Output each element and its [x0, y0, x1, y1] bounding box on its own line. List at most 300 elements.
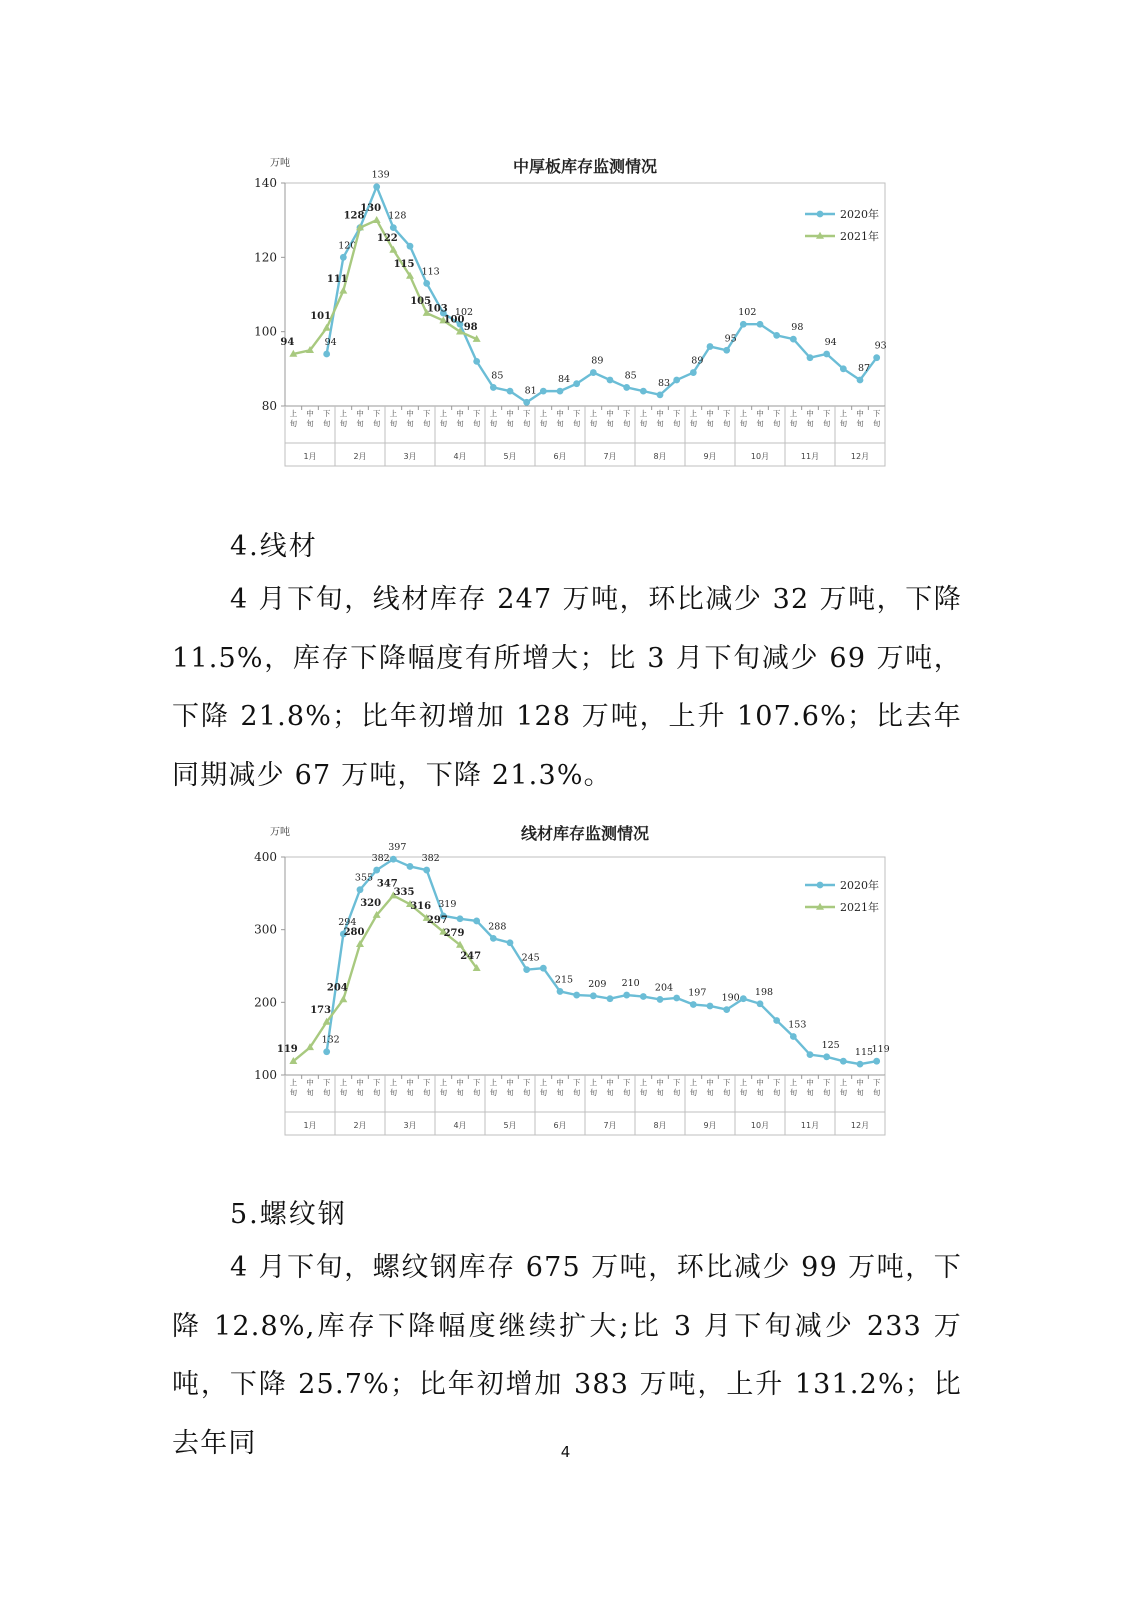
x-tick-label-part: 旬 — [522, 419, 531, 428]
x-tick-label-part: 旬 — [872, 1088, 881, 1097]
x-tick-label-part: 旬 — [756, 419, 764, 428]
x-tick-label — [640, 1077, 648, 1097]
x-tick-label — [373, 1078, 381, 1097]
x-month-label: 1月 — [303, 452, 317, 461]
x-tick-label-part: 旬 — [622, 419, 631, 428]
y-tick-label: 120 — [254, 250, 277, 265]
data-point-2020 — [640, 388, 647, 395]
legend-label: 2021年 — [840, 901, 879, 914]
data-label-2020: 153 — [788, 1019, 807, 1031]
x-tick-label-part: 上 — [639, 1078, 648, 1087]
x-tick-label-part: 上 — [639, 409, 648, 418]
x-tick-label — [356, 408, 364, 428]
data-point-2020 — [423, 867, 430, 874]
data-label-2020: 215 — [554, 974, 574, 986]
x-tick-label — [690, 408, 698, 428]
x-tick-label — [323, 409, 331, 428]
x-tick-label-part: 中 — [856, 1078, 864, 1087]
legend-label: 2020年 — [840, 208, 879, 221]
data-point-2020 — [390, 856, 397, 863]
data-label-2020: 382 — [421, 853, 440, 865]
x-tick-label — [706, 1077, 714, 1097]
x-tick-label-part: 旬 — [589, 419, 598, 428]
x-tick-label-part: 下 — [672, 409, 681, 418]
x-tick-label-part: 中 — [356, 409, 364, 418]
data-label-2021: 119 — [276, 1044, 298, 1056]
data-point-2020 — [773, 332, 780, 339]
x-tick-label — [490, 1077, 498, 1097]
data-point-2020 — [573, 380, 580, 387]
x-tick-label-part: 下 — [872, 1078, 881, 1087]
data-point-2020 — [657, 996, 664, 1003]
x-tick-label-part: 旬 — [856, 1088, 864, 1097]
x-tick-label-part: 上 — [389, 409, 398, 418]
x-tick-label-part: 下 — [422, 409, 431, 418]
x-tick-label-part: 旬 — [506, 419, 514, 428]
plate-inventory-chart-svg — [255, 150, 895, 470]
x-tick-label-part: 旬 — [306, 1088, 314, 1097]
data-label-2020: 119 — [871, 1044, 890, 1056]
x-tick-label-part: 旬 — [739, 1088, 748, 1097]
x-tick-label-part: 旬 — [406, 419, 414, 428]
data-label-2021: 128 — [343, 210, 365, 222]
x-month-label: 2月 — [353, 452, 367, 461]
data-point-2020 — [390, 224, 397, 231]
data-point-2020 — [607, 995, 614, 1002]
x-tick-label-part: 上 — [389, 1078, 398, 1087]
x-tick-label-part: 上 — [439, 1078, 448, 1087]
x-tick-label-part: 下 — [572, 409, 581, 418]
x-tick-label-part: 中 — [456, 409, 464, 418]
x-tick-label — [773, 1078, 781, 1097]
x-tick-label-part: 旬 — [339, 1088, 348, 1097]
x-tick-label-part: 旬 — [472, 1088, 481, 1097]
x-tick-label-part: 旬 — [772, 1088, 781, 1097]
x-tick-label — [640, 408, 648, 428]
x-tick-label-part: 下 — [772, 1078, 781, 1087]
data-label-2020: 382 — [371, 853, 390, 865]
x-tick-label-part: 中 — [806, 1078, 814, 1087]
data-label-2021: 98 — [463, 322, 478, 334]
data-label-2020: 288 — [488, 921, 507, 933]
x-month-label: 6月 — [553, 1121, 567, 1130]
x-tick-label-part: 旬 — [656, 1088, 664, 1097]
section-title-wire-rod: 4.线材 — [230, 531, 318, 562]
data-point-2020 — [707, 343, 714, 350]
data-point-2020 — [590, 992, 597, 999]
x-tick-label-part: 旬 — [689, 419, 698, 428]
x-tick-label — [740, 408, 748, 428]
x-tick-label-part: 旬 — [672, 419, 681, 428]
data-label-2020: 94 — [824, 336, 837, 348]
x-tick-label-part: 旬 — [389, 1088, 398, 1097]
x-month-label: 6月 — [553, 452, 567, 461]
y-tick-label: 400 — [254, 850, 277, 864]
data-label-2020: 128 — [388, 210, 407, 222]
x-tick-label-part: 下 — [422, 1078, 431, 1087]
x-tick-label — [723, 409, 731, 428]
x-tick-label-part: 下 — [372, 1078, 381, 1087]
x-tick-label-part: 下 — [672, 1078, 681, 1087]
data-label-2021: 105 — [410, 296, 432, 308]
x-tick-label — [290, 408, 298, 428]
x-tick-label-part: 旬 — [772, 419, 781, 428]
data-label-2020: 102 — [738, 307, 757, 319]
x-tick-label-part: 旬 — [706, 1088, 714, 1097]
data-point-2020 — [507, 388, 514, 395]
x-tick-label — [473, 1078, 481, 1097]
data-point-2020 — [473, 918, 480, 925]
y-unit-label: 万吨 — [270, 158, 290, 169]
x-tick-label-part: 下 — [822, 409, 831, 418]
x-tick-label-part: 旬 — [789, 1088, 798, 1097]
x-tick-label-part: 旬 — [806, 419, 814, 428]
x-tick-label-part: 旬 — [622, 1088, 631, 1097]
data-label-2020: 132 — [321, 1034, 340, 1046]
x-month-label: 8月 — [653, 452, 667, 461]
x-tick-label-part: 旬 — [572, 1088, 581, 1097]
data-point-2020 — [407, 243, 414, 250]
chart-title: 线材库存监测情况 — [520, 824, 650, 843]
data-label-2021: 320 — [360, 898, 382, 910]
x-tick-label — [390, 408, 398, 428]
x-tick-label-part: 旬 — [472, 419, 481, 428]
data-point-2020 — [723, 347, 730, 354]
x-tick-label-part: 旬 — [456, 1088, 464, 1097]
x-tick-label-part: 旬 — [339, 419, 348, 428]
data-label-2020: 84 — [557, 374, 571, 386]
data-point-2020 — [690, 369, 697, 376]
x-tick-label-part: 下 — [322, 1078, 331, 1087]
x-month-label: 10月 — [750, 1121, 770, 1130]
y-tick-label: 100 — [254, 324, 277, 339]
y-tick-label: 140 — [254, 176, 277, 190]
x-tick-label — [806, 1077, 814, 1097]
x-tick-label-part: 中 — [756, 1078, 764, 1087]
x-tick-label-part: 旬 — [372, 1088, 381, 1097]
x-tick-label-part: 上 — [489, 409, 498, 418]
x-tick-label-part: 上 — [539, 1078, 548, 1087]
x-tick-label-part: 旬 — [289, 1088, 298, 1097]
x-tick-label-part: 中 — [356, 1078, 364, 1087]
data-label-2020: 89 — [591, 355, 604, 367]
data-label-2021: 279 — [443, 927, 465, 939]
x-tick-label-part: 上 — [339, 1078, 348, 1087]
x-tick-label-part: 旬 — [739, 419, 748, 428]
x-tick-label — [290, 1077, 298, 1097]
x-tick-label — [406, 408, 414, 428]
x-tick-label-part: 旬 — [556, 419, 564, 428]
x-tick-label-part: 旬 — [656, 419, 664, 428]
x-tick-label-part: 中 — [706, 1078, 714, 1087]
x-tick-label-part: 旬 — [322, 1088, 331, 1097]
data-label-2020: 319 — [438, 898, 457, 910]
x-month-label: 5月 — [503, 1121, 517, 1130]
x-tick-label — [873, 1078, 881, 1097]
x-tick-label — [373, 409, 381, 428]
x-tick-label-part: 旬 — [822, 1088, 831, 1097]
data-label-2021: 94 — [280, 336, 295, 348]
legend-marker — [817, 882, 824, 889]
data-point-2020 — [373, 867, 380, 874]
data-label-2020: 190 — [721, 992, 740, 1004]
x-tick-label-part: 中 — [606, 1078, 614, 1087]
data-label-2020: 102 — [454, 307, 474, 319]
data-label-2021: 297 — [426, 914, 448, 926]
x-tick-label — [723, 1078, 731, 1097]
data-point-2020 — [673, 995, 680, 1002]
data-point-2021 — [323, 324, 331, 331]
data-point-2021 — [339, 995, 347, 1002]
data-label-2020: 204 — [654, 982, 674, 994]
data-point-2020 — [707, 1003, 714, 1010]
page-number: 4 — [560, 1443, 571, 1461]
y-tick-label: 200 — [254, 995, 277, 1010]
data-point-2020 — [840, 1058, 847, 1065]
x-tick-label-part: 下 — [322, 409, 331, 418]
x-tick-label-part: 中 — [506, 1078, 514, 1087]
x-tick-label-part: 旬 — [322, 419, 331, 428]
data-point-2020 — [490, 935, 497, 942]
data-point-2020 — [757, 321, 764, 328]
y-unit-label: 万吨 — [270, 827, 290, 838]
x-tick-label-part: 上 — [739, 409, 748, 418]
data-point-2020 — [573, 992, 580, 999]
x-tick-label-part: 中 — [556, 409, 564, 418]
data-point-2020 — [473, 358, 480, 365]
x-tick-label — [540, 1077, 548, 1097]
data-point-2020 — [623, 384, 630, 391]
x-month-label: 9月 — [703, 1121, 717, 1130]
x-tick-label-part: 中 — [506, 409, 514, 418]
data-label-2020: 209 — [588, 978, 607, 990]
x-tick-label-part: 旬 — [722, 419, 731, 428]
data-point-2020 — [857, 1061, 864, 1068]
x-tick-label-part: 中 — [306, 409, 314, 418]
data-point-2020 — [507, 939, 514, 946]
data-label-2020: 245 — [521, 952, 540, 964]
data-label-2020: 139 — [371, 169, 390, 181]
data-label-2020: 397 — [388, 842, 407, 854]
x-tick-label — [340, 1077, 348, 1097]
x-month-label: 10月 — [750, 452, 770, 461]
data-label-2020: 98 — [791, 322, 804, 334]
data-point-2020 — [857, 377, 864, 384]
x-tick-label-part: 旬 — [456, 419, 464, 428]
x-tick-label — [790, 1077, 798, 1097]
legend-label: 2020年 — [840, 879, 879, 892]
x-tick-label-part: 旬 — [356, 1088, 364, 1097]
data-point-2020 — [690, 1001, 697, 1008]
x-tick-label — [790, 408, 798, 428]
data-label-2020: 83 — [657, 377, 671, 389]
x-tick-label — [840, 408, 848, 428]
x-tick-label-part: 上 — [489, 1078, 498, 1087]
data-label-2020: 113 — [421, 266, 440, 278]
data-label-2021: 280 — [343, 927, 365, 939]
data-label-2020: 95 — [724, 333, 737, 345]
data-point-2020 — [357, 886, 364, 893]
x-tick-label-part: 旬 — [406, 1088, 414, 1097]
data-point-2020 — [540, 965, 547, 972]
x-tick-label-part: 中 — [856, 409, 864, 418]
x-tick-label-part: 旬 — [689, 1088, 698, 1097]
chart-title: 中厚板库存监测情况 — [512, 157, 658, 176]
data-point-2020 — [407, 863, 414, 870]
x-tick-label-part: 旬 — [572, 419, 581, 428]
data-label-2020: 210 — [621, 978, 640, 990]
x-tick-label — [773, 409, 781, 428]
data-point-2020 — [423, 280, 430, 287]
x-tick-label-part: 上 — [739, 1078, 748, 1087]
data-point-2020 — [873, 1058, 880, 1065]
data-label-2020: 197 — [688, 987, 707, 999]
data-label-2020: 87 — [857, 362, 871, 374]
data-point-2020 — [373, 183, 380, 190]
series-line-2020 — [324, 187, 877, 403]
x-tick-label — [673, 1078, 681, 1097]
x-tick-label-part: 旬 — [839, 419, 848, 428]
x-month-label: 11月 — [800, 1121, 820, 1130]
x-tick-label — [573, 1078, 581, 1097]
x-tick-label-part: 旬 — [706, 419, 714, 428]
x-tick-label-part: 旬 — [556, 1088, 564, 1097]
data-label-2020: 81 — [524, 385, 537, 397]
x-tick-label-part: 旬 — [422, 1088, 431, 1097]
data-point-2020 — [840, 365, 847, 372]
data-point-2020 — [773, 1017, 780, 1024]
x-tick-label — [656, 408, 664, 428]
x-tick-label-part: 旬 — [589, 1088, 598, 1097]
x-tick-label-part: 旬 — [606, 419, 614, 428]
x-tick-label-part: 中 — [406, 409, 414, 418]
data-label-2021: 347 — [376, 878, 398, 890]
x-tick-label — [456, 408, 464, 428]
data-label-2020: 89 — [691, 355, 704, 367]
x-month-label: 3月 — [403, 1121, 417, 1130]
data-label-2021: 247 — [460, 951, 482, 963]
x-tick-label-part: 旬 — [439, 1088, 448, 1097]
data-point-2020 — [340, 254, 347, 261]
data-point-2020 — [640, 993, 647, 1000]
x-tick-label-part: 中 — [756, 409, 764, 418]
x-tick-label-part: 上 — [839, 1078, 848, 1087]
data-point-2020 — [740, 321, 747, 328]
x-tick-label-part: 上 — [339, 409, 348, 418]
x-tick-label — [856, 408, 864, 428]
x-tick-label-part: 旬 — [422, 419, 431, 428]
x-tick-label — [623, 1078, 631, 1097]
x-month-label: 7月 — [603, 1121, 617, 1130]
x-month-label: 7月 — [603, 452, 617, 461]
section-title-rebar: 5.螺纹钢 — [230, 1199, 347, 1230]
y-tick-label: 300 — [254, 922, 277, 937]
data-point-2021 — [339, 287, 347, 294]
data-label-2020: 294 — [338, 917, 357, 929]
x-tick-label — [623, 409, 631, 428]
x-tick-label-part: 旬 — [822, 419, 831, 428]
x-tick-label-part: 中 — [306, 1078, 314, 1087]
data-label-2020: 115 — [854, 1047, 874, 1059]
data-point-2020 — [323, 351, 330, 358]
x-tick-label-part: 上 — [689, 409, 698, 418]
x-tick-label-part: 中 — [656, 409, 664, 418]
x-tick-label — [740, 1077, 748, 1097]
data-label-2021: 115 — [393, 258, 415, 270]
x-tick-label-part: 旬 — [756, 1088, 764, 1097]
x-tick-label-part: 下 — [872, 409, 881, 418]
data-point-2020 — [523, 966, 530, 973]
x-tick-label — [806, 408, 814, 428]
data-point-2020 — [790, 1033, 797, 1040]
x-tick-label — [573, 409, 581, 428]
x-month-label: 2月 — [353, 1121, 367, 1130]
y-tick-label: 100 — [254, 1068, 277, 1082]
rebar-paragraph: 4 月下旬，螺纹钢库存 675 万吨，环比减少 99 万吨，下降 12.8%,库存下降幅度继续扩大;比 3 月下旬减少 233 万吨，下降 25.7%；比年初增加 383 万吨，上升 131.2%；比去年同 — [172, 1252, 962, 1459]
x-tick-label-part: 旬 — [372, 419, 381, 428]
x-tick-label-part: 下 — [472, 409, 481, 418]
x-tick-label-part: 中 — [656, 1078, 664, 1087]
data-label-2020: 198 — [754, 986, 774, 998]
x-tick-label — [656, 1077, 664, 1097]
x-tick-label — [756, 1077, 764, 1097]
data-label-2021: 122 — [376, 232, 398, 244]
x-tick-label-part: 旬 — [539, 1088, 548, 1097]
x-tick-label-part: 旬 — [389, 419, 398, 428]
data-point-2020 — [623, 992, 630, 999]
x-tick-label-part: 上 — [539, 409, 548, 418]
data-label-2021: 111 — [326, 273, 348, 285]
data-label-2020: 125 — [821, 1039, 840, 1051]
x-tick-label-part: 下 — [472, 1078, 481, 1087]
data-point-2020 — [790, 336, 797, 343]
x-tick-label-part: 下 — [622, 1078, 631, 1087]
x-tick-label — [523, 409, 531, 428]
data-point-2020 — [823, 351, 830, 358]
x-tick-label-part: 旬 — [806, 1088, 814, 1097]
data-label-2020: 85 — [491, 370, 504, 382]
x-tick-label — [840, 1077, 848, 1097]
data-point-2020 — [523, 399, 530, 406]
x-tick-label-part: 旬 — [539, 419, 548, 428]
data-point-2020 — [590, 369, 597, 376]
x-tick-label-part: 下 — [522, 409, 531, 418]
x-tick-label-part: 上 — [289, 409, 298, 418]
data-point-2020 — [673, 377, 680, 384]
x-tick-label-part: 中 — [406, 1078, 414, 1087]
data-label-2020: 355 — [354, 872, 374, 884]
x-month-label: 12月 — [850, 1121, 870, 1130]
data-point-2020 — [807, 1051, 814, 1058]
x-tick-label — [590, 408, 598, 428]
x-tick-label — [540, 408, 548, 428]
x-tick-label — [323, 1078, 331, 1097]
x-tick-label-part: 上 — [589, 409, 598, 418]
x-tick-label — [340, 408, 348, 428]
x-tick-label-part: 上 — [839, 409, 848, 418]
data-point-2020 — [490, 384, 497, 391]
x-tick-label — [706, 408, 714, 428]
x-tick-label — [690, 1077, 698, 1097]
legend-marker — [817, 211, 824, 218]
x-tick-label — [423, 409, 431, 428]
wire-rod-inventory-chart-svg — [255, 815, 895, 1140]
x-tick-label-part: 中 — [706, 409, 714, 418]
data-point-2020 — [823, 1053, 830, 1060]
x-tick-label-part: 下 — [622, 409, 631, 418]
data-label-2021: 130 — [360, 203, 382, 215]
x-tick-label — [523, 1078, 531, 1097]
